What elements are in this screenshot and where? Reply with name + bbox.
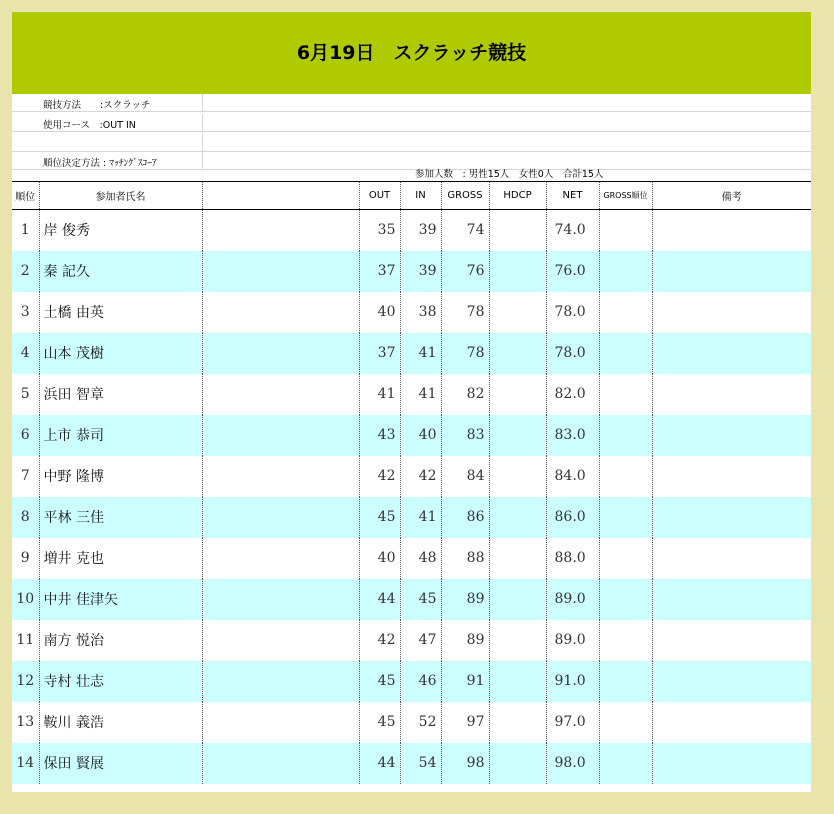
cell-in: 52 — [400, 702, 441, 743]
cell-hdcp — [489, 743, 546, 784]
cell-in: 41 — [400, 374, 441, 415]
cell-gross-rank — [599, 333, 652, 374]
header-hdcp: HDCP — [489, 182, 546, 210]
header-name: 参加者氏名 — [39, 182, 202, 210]
results-table — [12, 181, 811, 784]
cell-name: 南方 悦治 — [39, 620, 202, 661]
table-row — [12, 743, 811, 784]
cell-out: 45 — [359, 661, 400, 702]
cell-in: 40 — [400, 415, 441, 456]
cell-rank: 8 — [20, 509, 30, 525]
cell-net: 89.0 — [546, 620, 599, 661]
cell-in: 42 — [400, 456, 441, 497]
cell-rank: 5 — [20, 386, 30, 402]
cell-remarks — [652, 497, 811, 538]
cell-name: 平林 三佳 — [39, 497, 202, 538]
cell-name: 寺村 壮志 — [39, 661, 202, 702]
cell-hdcp — [489, 333, 546, 374]
cell-gross-rank — [599, 292, 652, 333]
cell-gross-rank — [599, 620, 652, 661]
cell-remarks — [652, 251, 811, 292]
cell-in: 39 — [400, 251, 441, 292]
cell-out: 35 — [359, 210, 400, 251]
page-title: 6月19日 スクラッチ競技 — [296, 42, 527, 64]
cell-gross: 76 — [441, 251, 489, 292]
cell-in: 39 — [400, 210, 441, 251]
cell-net: 82.0 — [546, 374, 599, 415]
table-row — [12, 210, 811, 251]
cell-rank: 13 — [16, 714, 35, 730]
header-remarks: 備考 — [652, 182, 811, 210]
cell-blank — [202, 333, 359, 374]
competition-info — [12, 94, 811, 180]
cell-net: 78.0 — [546, 292, 599, 333]
cell-remarks — [652, 456, 811, 497]
cell-out: 42 — [359, 456, 400, 497]
cell-gross: 88 — [441, 538, 489, 579]
cell-out: 44 — [359, 743, 400, 784]
cell-in: 41 — [400, 333, 441, 374]
header-gross-rank: GROSS順位 — [599, 182, 652, 210]
participant-count: 参加人数 : 男性15人 女性0人 合計15人 — [415, 169, 604, 180]
cell-hdcp — [489, 661, 546, 702]
cell-blank — [202, 374, 359, 415]
cell-in: 41 — [400, 497, 441, 538]
cell-gross: 97 — [441, 702, 489, 743]
cell-gross: 83 — [441, 415, 489, 456]
header-in: IN — [400, 182, 441, 210]
course-text: 使用コース :OUT IN — [43, 120, 136, 131]
title-banner — [12, 12, 811, 94]
cell-rank: 12 — [16, 673, 35, 689]
cell-hdcp — [489, 456, 546, 497]
cell-blank — [202, 456, 359, 497]
cell-gross: 91 — [441, 661, 489, 702]
cell-rank: 4 — [20, 345, 30, 361]
cell-name: 岸 俊秀 — [39, 210, 202, 251]
cell-remarks — [652, 333, 811, 374]
cell-gross-rank — [599, 251, 652, 292]
cell-net: 83.0 — [546, 415, 599, 456]
cell-blank — [202, 620, 359, 661]
cell-hdcp — [489, 374, 546, 415]
results-sheet — [12, 12, 811, 792]
cell-remarks — [652, 743, 811, 784]
table-row — [12, 374, 811, 415]
cell-rank: 9 — [20, 550, 30, 566]
cell-name: 浜田 智章 — [39, 374, 202, 415]
cell-gross-rank — [599, 661, 652, 702]
info-row-count — [12, 163, 811, 180]
cell-remarks — [652, 538, 811, 579]
cell-remarks — [652, 579, 811, 620]
cell-blank — [202, 743, 359, 784]
grid-line — [202, 114, 203, 131]
cell-hdcp — [489, 415, 546, 456]
cell-in: 47 — [400, 620, 441, 661]
cell-in: 45 — [400, 579, 441, 620]
table-row — [12, 538, 811, 579]
cell-blank — [202, 661, 359, 702]
cell-remarks — [652, 620, 811, 661]
cell-out: 41 — [359, 374, 400, 415]
ranking-method-text: 順位決定方法 : ﾏｯﾁﾝｸﾞｽｺｰｱ — [43, 158, 157, 169]
cell-name: 上市 恭司 — [39, 415, 202, 456]
info-row-spacer — [12, 134, 811, 152]
cell-gross-rank — [599, 497, 652, 538]
cell-blank — [202, 210, 359, 251]
cell-rank: 3 — [20, 304, 30, 320]
cell-net: 84.0 — [546, 456, 599, 497]
cell-blank — [202, 292, 359, 333]
cell-net: 91.0 — [546, 661, 599, 702]
cell-out: 42 — [359, 620, 400, 661]
table-row — [12, 579, 811, 620]
cell-out: 37 — [359, 333, 400, 374]
cell-gross-rank — [599, 456, 652, 497]
header-row — [12, 182, 811, 210]
cell-remarks — [652, 702, 811, 743]
cell-gross: 89 — [441, 620, 489, 661]
table-row — [12, 661, 811, 702]
cell-gross: 74 — [441, 210, 489, 251]
cell-blank — [202, 702, 359, 743]
cell-in: 54 — [400, 743, 441, 784]
grid-line — [202, 94, 203, 111]
cell-blank — [202, 538, 359, 579]
cell-remarks — [652, 292, 811, 333]
cell-name: 秦 記久 — [39, 251, 202, 292]
table-row — [12, 702, 811, 743]
cell-name: 土橋 由英 — [39, 292, 202, 333]
info-row-method — [12, 94, 811, 112]
header-out: OUT — [359, 182, 400, 210]
cell-remarks — [652, 374, 811, 415]
cell-name: 増井 克也 — [39, 538, 202, 579]
cell-gross: 86 — [441, 497, 489, 538]
cell-gross: 78 — [441, 292, 489, 333]
cell-name: 山本 茂樹 — [39, 333, 202, 374]
header-rank: 順位 — [15, 192, 36, 203]
cell-blank — [202, 251, 359, 292]
cell-blank — [202, 415, 359, 456]
cell-rank: 6 — [20, 427, 30, 443]
cell-name: 中井 佳津矢 — [39, 579, 202, 620]
header-blank — [202, 182, 359, 210]
cell-net: 88.0 — [546, 538, 599, 579]
cell-remarks — [652, 210, 811, 251]
info-row-course — [12, 114, 811, 132]
table-row — [12, 415, 811, 456]
cell-in: 38 — [400, 292, 441, 333]
cell-name: 鞍川 義浩 — [39, 702, 202, 743]
cell-rank: 11 — [16, 632, 35, 648]
cell-net: 98.0 — [546, 743, 599, 784]
cell-rank: 10 — [16, 591, 35, 607]
cell-hdcp — [489, 497, 546, 538]
cell-rank: 7 — [20, 468, 30, 484]
cell-blank — [202, 497, 359, 538]
table-row — [12, 456, 811, 497]
header-gross: GROSS — [441, 182, 489, 210]
cell-net: 74.0 — [546, 210, 599, 251]
cell-rank: 2 — [20, 263, 30, 279]
cell-out: 45 — [359, 702, 400, 743]
table-row — [12, 333, 811, 374]
cell-gross: 84 — [441, 456, 489, 497]
cell-net: 89.0 — [546, 579, 599, 620]
cell-gross-rank — [599, 210, 652, 251]
cell-gross: 78 — [441, 333, 489, 374]
cell-gross-rank — [599, 702, 652, 743]
cell-gross-rank — [599, 743, 652, 784]
cell-out: 37 — [359, 251, 400, 292]
table-row — [12, 251, 811, 292]
cell-blank — [202, 579, 359, 620]
cell-gross: 98 — [441, 743, 489, 784]
cell-hdcp — [489, 210, 546, 251]
cell-hdcp — [489, 620, 546, 661]
cell-gross-rank — [599, 415, 652, 456]
cell-remarks — [652, 661, 811, 702]
cell-in: 46 — [400, 661, 441, 702]
cell-out: 43 — [359, 415, 400, 456]
cell-out: 45 — [359, 497, 400, 538]
cell-out: 40 — [359, 292, 400, 333]
cell-remarks — [652, 415, 811, 456]
cell-gross-rank — [599, 374, 652, 415]
cell-hdcp — [489, 579, 546, 620]
cell-name: 中野 隆博 — [39, 456, 202, 497]
cell-gross-rank — [599, 579, 652, 620]
table-row — [12, 620, 811, 661]
cell-name: 保田 賢展 — [39, 743, 202, 784]
method-text: 競技方法 :スクラッチ — [43, 100, 151, 111]
cell-in: 48 — [400, 538, 441, 579]
cell-gross: 89 — [441, 579, 489, 620]
table-row — [12, 292, 811, 333]
cell-hdcp — [489, 292, 546, 333]
grid-line — [202, 134, 203, 151]
cell-gross-rank — [599, 538, 652, 579]
header-net: NET — [546, 182, 599, 210]
cell-rank: 1 — [20, 222, 30, 239]
cell-net: 78.0 — [546, 333, 599, 374]
cell-hdcp — [489, 702, 546, 743]
cell-net: 76.0 — [546, 251, 599, 292]
table-row — [12, 497, 811, 538]
cell-net: 86.0 — [546, 497, 599, 538]
cell-out: 40 — [359, 538, 400, 579]
cell-hdcp — [489, 251, 546, 292]
cell-net: 97.0 — [546, 702, 599, 743]
cell-hdcp — [489, 538, 546, 579]
cell-gross: 82 — [441, 374, 489, 415]
cell-rank: 14 — [16, 755, 35, 771]
cell-out: 44 — [359, 579, 400, 620]
